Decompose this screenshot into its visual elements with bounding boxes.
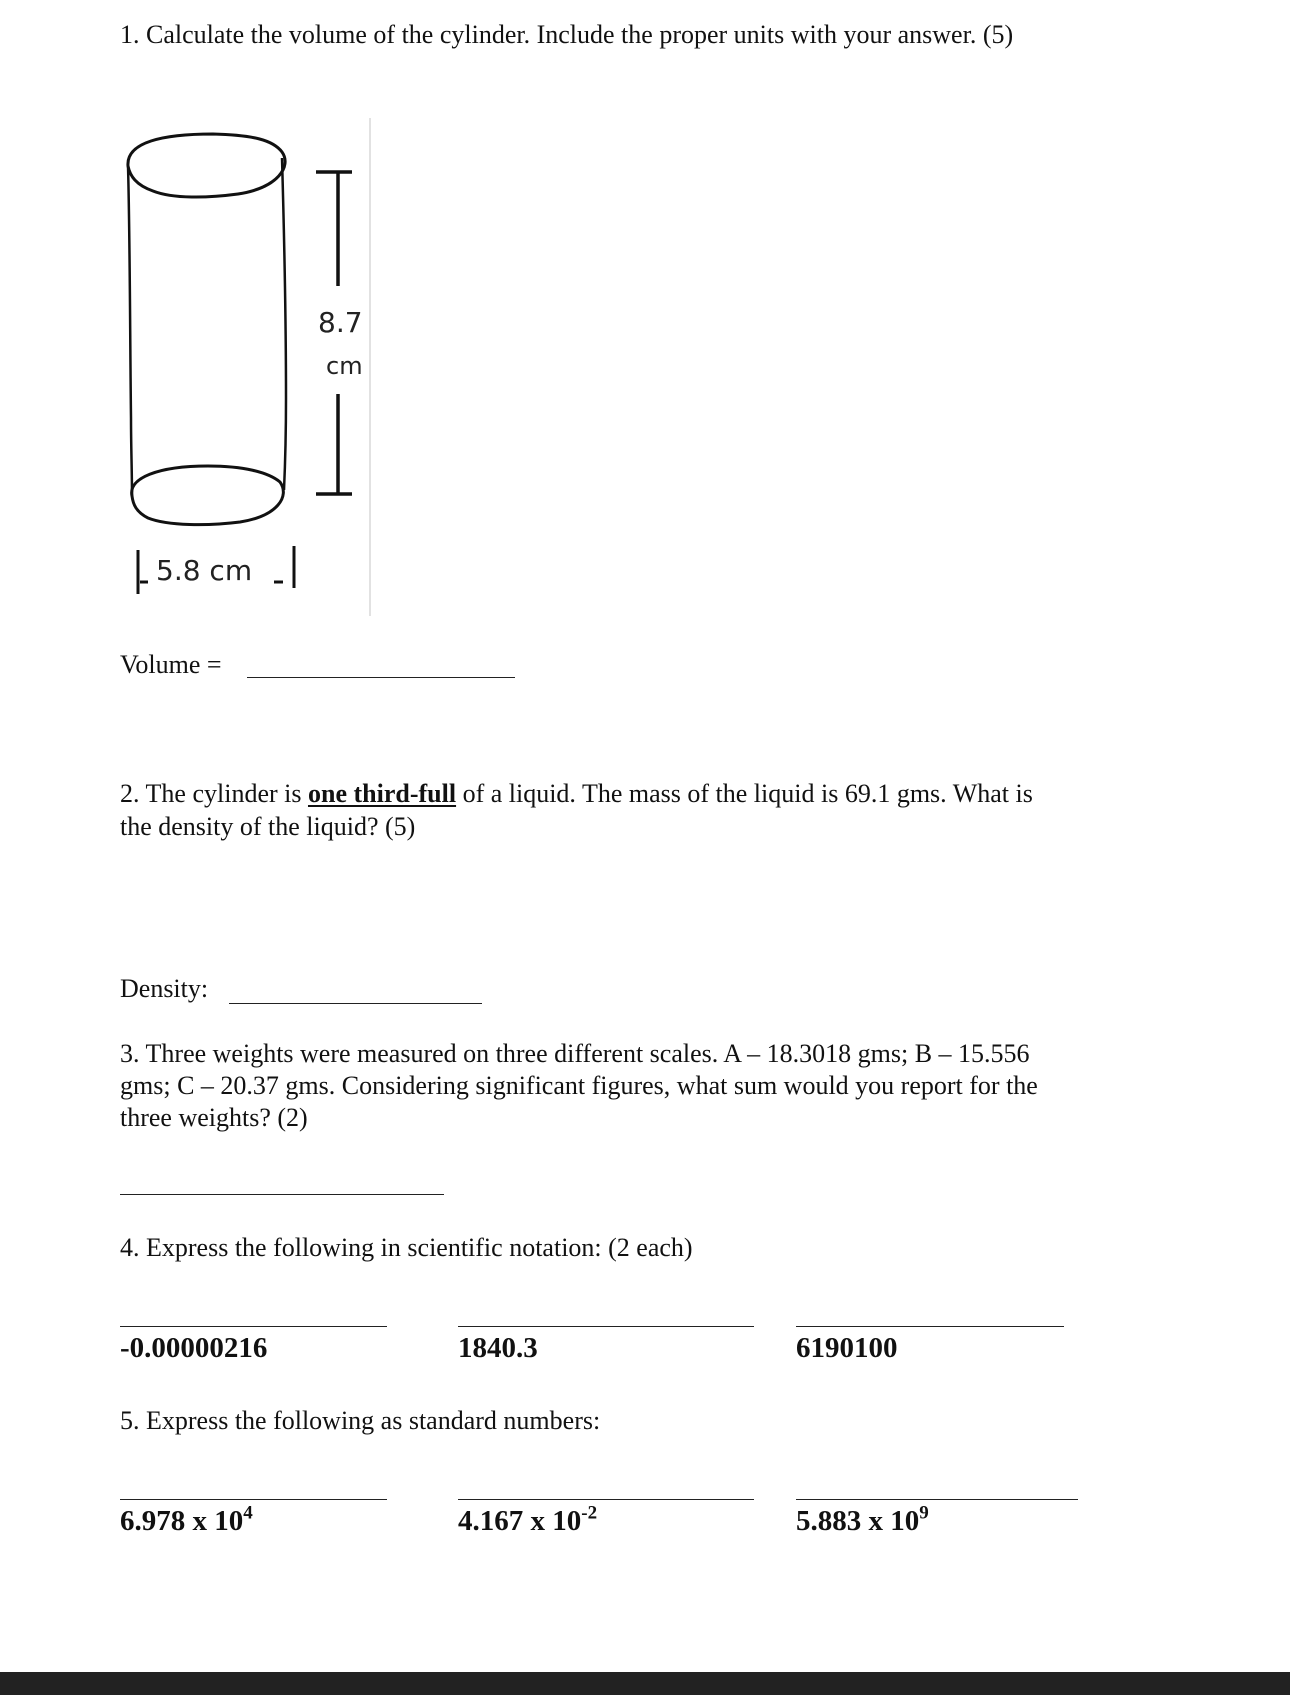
cylinder-figure (118, 118, 372, 616)
density-label: Density: (120, 974, 209, 1003)
standard-number-item-2-exponent: -2 (581, 1502, 598, 1524)
sum-answer-blank[interactable] (120, 1194, 444, 1195)
question-2-prompt-line2: the density of the liquid? (5) (120, 812, 416, 841)
standard-number-blank-3[interactable] (796, 1499, 1078, 1500)
sci-notation-blank-1[interactable] (120, 1326, 387, 1327)
standard-number-blank-1[interactable] (120, 1499, 387, 1500)
standard-number-item-3-base: 5.883 x 10 (796, 1505, 920, 1537)
volume-answer-blank[interactable] (247, 677, 515, 678)
sci-notation-item-2: 1840.3 (458, 1332, 538, 1364)
question-3-line1: 3. Three weights were measured on three different scales. A – 18.3018 gms; B – 15.556 (120, 1039, 1030, 1068)
question-2-emphasis: one third-full (307, 779, 457, 808)
question-1-prompt: 1. Calculate the volume of the cylinder. Include the proper units with your answer. (5) (120, 20, 1014, 49)
density-answer-blank[interactable] (229, 1003, 482, 1004)
question-5-prompt: 5. Express the following as standard numbers: (120, 1406, 601, 1435)
standard-number-item-1-base: 6.978 x 10 (120, 1505, 244, 1537)
standard-number-item-3 (796, 1504, 929, 1538)
question-2-prompt (120, 777, 1033, 810)
sci-notation-item-1: -0.00000216 (120, 1332, 268, 1364)
standard-number-item-2-base: 4.167 x 10 (458, 1505, 582, 1537)
cylinder-left-side (128, 166, 132, 496)
sci-notation-blank-3[interactable] (796, 1326, 1064, 1327)
cylinder-bottom-ellipse (132, 466, 284, 525)
diameter-label: 5.8 cm (156, 554, 253, 587)
standard-number-item-3-exponent: 9 (919, 1502, 929, 1524)
question-2-start: 2. The cylinder is (120, 779, 308, 808)
cylinder-right-side (282, 158, 286, 490)
bottom-bar (0, 1672, 1290, 1695)
volume-label: Volume = (120, 650, 222, 679)
question-4-prompt: 4. Express the following in scientific notation: (2 each) (120, 1233, 693, 1262)
standard-number-item-1 (120, 1504, 253, 1538)
cylinder-top-ellipse (128, 134, 285, 197)
standard-number-item-2 (458, 1504, 597, 1538)
height-value-label: 8.7 (318, 306, 363, 339)
question-3-line2: gms; C – 20.37 gms. Considering significant figures, what sum would you report for the (120, 1071, 1038, 1100)
standard-number-item-1-exponent: 4 (243, 1502, 253, 1524)
sci-notation-item-3: 6190100 (796, 1332, 898, 1364)
standard-number-blank-2[interactable] (458, 1499, 754, 1500)
question-2-rest: of a liquid. The mass of the liquid is 69.1 gms. What is (456, 779, 1033, 808)
height-unit-label: cm (326, 352, 363, 380)
question-3-line3: three weights? (2) (120, 1103, 308, 1132)
sci-notation-blank-2[interactable] (458, 1326, 754, 1327)
